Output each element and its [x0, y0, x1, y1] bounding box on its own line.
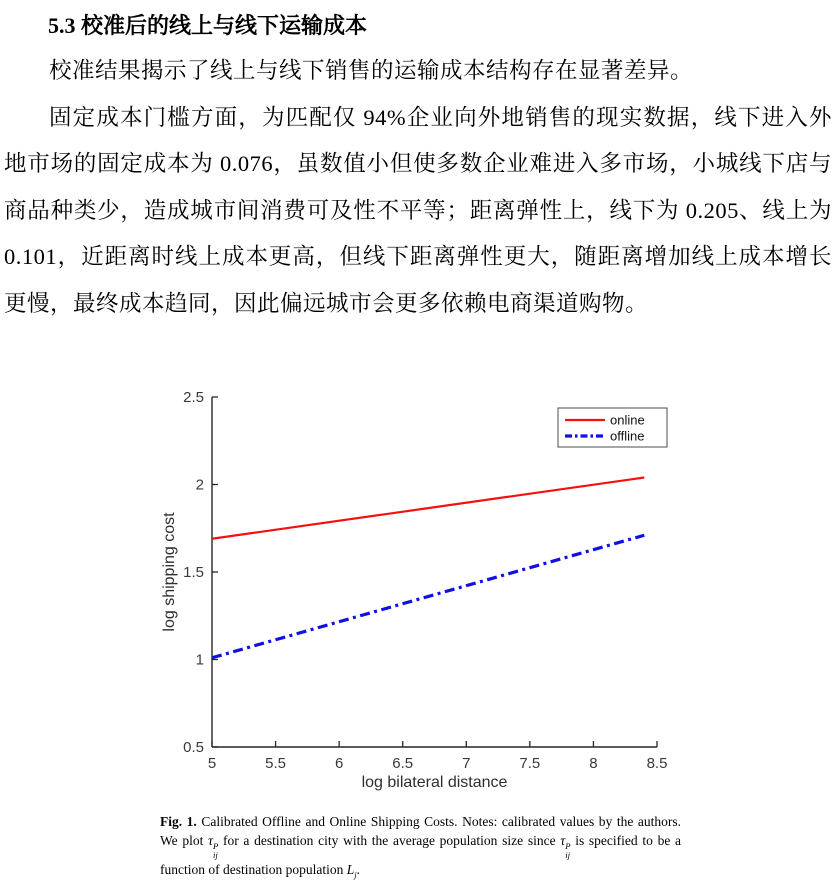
shipping-cost-chart: [150, 385, 710, 805]
x-tick-label: 6: [334, 755, 344, 772]
y-tick-label: 2: [195, 476, 204, 494]
x-tick-label: 6.5: [392, 755, 414, 772]
legend-label-offline: offline: [610, 428, 645, 444]
y-tick-label: 1.5: [183, 564, 204, 581]
tau-symbol-2: τ P ij: [560, 833, 571, 860]
x-tick-label: 5: [207, 755, 217, 772]
population-symbol: $L_j$: [346, 861, 357, 880]
figure-caption: [160, 812, 681, 884]
section-heading: 5.3 校准后的线上与线下运输成本: [48, 13, 368, 38]
tau-symbol-1: τ P ij: [208, 833, 219, 860]
online-line: [212, 478, 644, 539]
figure-1: [150, 385, 710, 805]
y-tick-label: 0.5: [183, 739, 204, 756]
y-tick-label: 2.5: [183, 389, 204, 406]
x-tick-label: 8.5: [646, 755, 668, 772]
paragraph-2: 固定成本门槛方面，为匹配仅 94%企业向外地销售的现实数据，线下进入外地市场的固定成本为 0.076，虽数值小但使多数企业难进入多市场，小城线下店与商品种类少，造成城市间消费可及性不平等；距离弹性上，线下为 0.205、线上为 0.101，近距离时线上成本更高，但线下距离弹性更大，随距离增加线上成本增长更慢，最终成本趋同，因此偏远城市会更多依赖电商渠道购物。: [4, 104, 832, 316]
x-axis-label: log bilateral distance: [361, 774, 508, 791]
caption-text-3: is specified to be a function of destination population: [160, 833, 682, 877]
caption-text-2: for a destination city with the average population size since: [222, 833, 556, 848]
caption-text-4: .: [356, 861, 361, 877]
offline-line: [212, 535, 644, 658]
x-tick-label: 7.5: [519, 755, 541, 772]
y-tick-label: 1: [195, 651, 204, 669]
y-axis-label: log shipping cost: [161, 512, 178, 632]
legend-label-online: online: [610, 412, 645, 428]
paragraph-1: 校准结果揭示了线上与线下销售的运输成本结构存在显著差异。: [49, 58, 694, 83]
x-tick-label: 5.5: [265, 755, 287, 772]
x-tick-label: 7: [462, 755, 471, 772]
text-section: [0, 0, 837, 327]
caption-fig-label: Fig. 1.: [160, 814, 197, 829]
caption-text-1: Calibrated Offline and Online Shipping Costs. Notes: calibrated values by the authors. We plot: [160, 814, 682, 848]
x-tick-label: 8: [589, 755, 598, 772]
